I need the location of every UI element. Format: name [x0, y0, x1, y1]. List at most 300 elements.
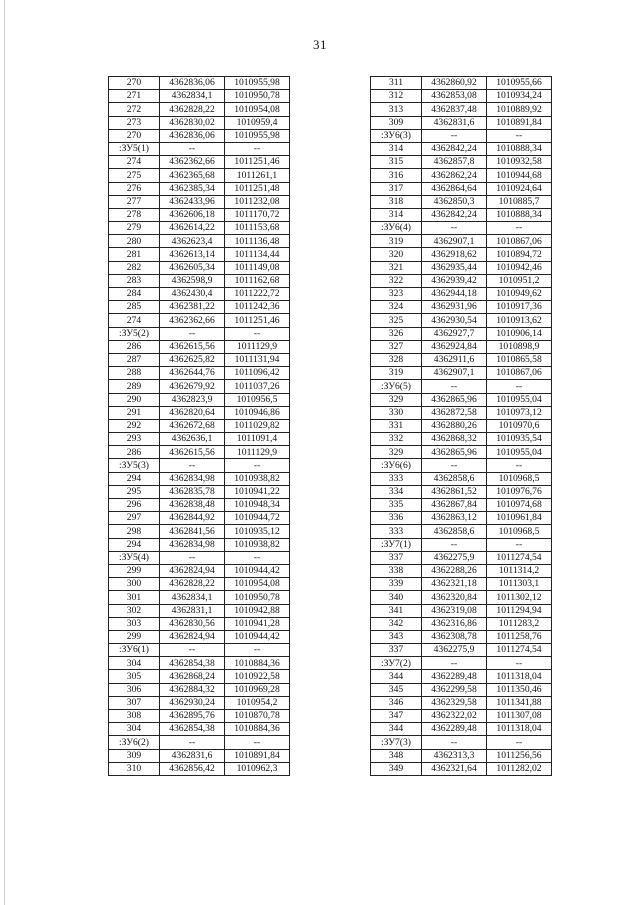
x-coordinate-cell: 4362835,78 — [160, 485, 225, 498]
point-number-cell: 319 — [371, 367, 422, 380]
y-coordinate-cell: 1010934,24 — [487, 90, 552, 103]
y-coordinate-cell: 1010888,34 — [487, 142, 552, 155]
y-coordinate-cell: 1010867,06 — [487, 367, 552, 380]
table-row — [371, 749, 552, 762]
x-coordinate-cell: 4362884,32 — [160, 683, 225, 696]
table-row — [109, 657, 290, 670]
y-coordinate-cell: 1010884,36 — [225, 723, 290, 736]
y-coordinate-cell: 1010932,58 — [487, 156, 552, 169]
x-coordinate-cell: 4362275,9 — [422, 551, 487, 564]
y-coordinate-cell: 1010941,28 — [225, 617, 290, 630]
y-coordinate-cell: 1010944,42 — [225, 630, 290, 643]
x-coordinate-cell: 4362636,1 — [160, 433, 225, 446]
table-row — [109, 630, 290, 643]
x-coordinate-cell: -- — [160, 327, 225, 340]
x-coordinate-cell: 4362830,02 — [160, 116, 225, 129]
y-coordinate-cell: -- — [487, 129, 552, 142]
x-coordinate-cell: 4362860,92 — [422, 77, 487, 90]
point-number-cell: 271 — [109, 90, 160, 103]
x-coordinate-cell: 4362854,38 — [160, 657, 225, 670]
point-number-cell: 311 — [371, 77, 422, 90]
table-row — [371, 340, 552, 353]
point-number-cell: 345 — [371, 683, 422, 696]
point-number-cell: :ЗУ6(5) — [371, 380, 422, 393]
point-number-cell: 294 — [109, 472, 160, 485]
point-number-cell: 321 — [371, 261, 422, 274]
point-number-cell: 290 — [109, 393, 160, 406]
parcel-header-row — [109, 736, 290, 749]
x-coordinate-cell: 4362927,7 — [422, 327, 487, 340]
table-row — [371, 485, 552, 498]
y-coordinate-cell: -- — [225, 736, 290, 749]
x-coordinate-cell: 4362844,92 — [160, 512, 225, 525]
x-coordinate-cell: 4362672,68 — [160, 419, 225, 432]
table-row — [371, 762, 552, 775]
x-coordinate-cell: -- — [160, 551, 225, 564]
x-coordinate-cell: 4362823,9 — [160, 393, 225, 406]
table-row — [109, 670, 290, 683]
x-coordinate-cell: 4362834,1 — [160, 90, 225, 103]
y-coordinate-cell: 1011307,08 — [487, 710, 552, 723]
y-coordinate-cell: 1010950,78 — [225, 591, 290, 604]
y-coordinate-cell: 1010961,84 — [487, 512, 552, 525]
x-coordinate-cell: 4362831,6 — [422, 116, 487, 129]
y-coordinate-cell: 1010969,28 — [225, 683, 290, 696]
point-number-cell: :ЗУ5(4) — [109, 551, 160, 564]
x-coordinate-cell: 4362828,22 — [160, 103, 225, 116]
x-coordinate-cell: 4362289,48 — [422, 670, 487, 683]
parcel-header-row — [371, 657, 552, 670]
point-number-cell: 295 — [109, 485, 160, 498]
point-number-cell: 314 — [371, 142, 422, 155]
table-row — [109, 710, 290, 723]
x-coordinate-cell: 4362931,96 — [422, 301, 487, 314]
y-coordinate-cell: 1010888,34 — [487, 208, 552, 221]
table-row — [371, 683, 552, 696]
y-coordinate-cell: 1010922,58 — [225, 670, 290, 683]
point-number-cell: 270 — [109, 129, 160, 142]
x-coordinate-cell: 4362911,6 — [422, 353, 487, 366]
x-coordinate-cell: 4362313,3 — [422, 749, 487, 762]
coordinates-table-left-body — [109, 77, 290, 776]
point-number-cell: :ЗУ5(2) — [109, 327, 160, 340]
x-coordinate-cell: 4362824,94 — [160, 630, 225, 643]
x-coordinate-cell: 4362830,56 — [160, 617, 225, 630]
point-number-cell: 344 — [371, 670, 422, 683]
y-coordinate-cell: 1011274,54 — [487, 644, 552, 657]
y-coordinate-cell: 1010955,04 — [487, 446, 552, 459]
y-coordinate-cell: 1011129,9 — [225, 340, 290, 353]
table-row — [109, 433, 290, 446]
y-coordinate-cell: 1010944,42 — [225, 564, 290, 577]
point-number-cell: :ЗУ5(1) — [109, 142, 160, 155]
x-coordinate-cell: 4362836,06 — [160, 129, 225, 142]
table-row — [109, 696, 290, 709]
table-row — [371, 274, 552, 287]
x-coordinate-cell: -- — [422, 657, 487, 670]
x-coordinate-cell: -- — [160, 142, 225, 155]
table-row — [371, 433, 552, 446]
x-coordinate-cell: 4362430,4 — [160, 288, 225, 301]
y-coordinate-cell: 1010942,46 — [487, 261, 552, 274]
y-coordinate-cell: 1011134,44 — [225, 248, 290, 261]
y-coordinate-cell: -- — [225, 142, 290, 155]
point-number-cell: 343 — [371, 630, 422, 643]
y-coordinate-cell: 1011318,04 — [487, 670, 552, 683]
point-number-cell: 296 — [109, 499, 160, 512]
y-coordinate-cell: 1010954,08 — [225, 578, 290, 591]
y-coordinate-cell: 1010970,6 — [487, 419, 552, 432]
x-coordinate-cell: 4362824,94 — [160, 564, 225, 577]
table-row — [371, 288, 552, 301]
y-coordinate-cell: 1011136,48 — [225, 235, 290, 248]
x-coordinate-cell: 4362831,1 — [160, 604, 225, 617]
y-coordinate-cell: 1011341,88 — [487, 696, 552, 709]
x-coordinate-cell: -- — [422, 129, 487, 142]
point-number-cell: 305 — [109, 670, 160, 683]
point-number-cell: 312 — [371, 90, 422, 103]
y-coordinate-cell: 1010917,36 — [487, 301, 552, 314]
y-coordinate-cell: -- — [225, 644, 290, 657]
parcel-header-row — [109, 551, 290, 564]
x-coordinate-cell: 4362623,4 — [160, 235, 225, 248]
coordinates-table-left — [108, 76, 290, 776]
table-row — [371, 499, 552, 512]
y-coordinate-cell: 1010891,84 — [225, 749, 290, 762]
table-row — [371, 512, 552, 525]
y-coordinate-cell: 1010889,92 — [487, 103, 552, 116]
table-row — [109, 195, 290, 208]
y-coordinate-cell: 1011294,94 — [487, 604, 552, 617]
y-coordinate-cell: 1010955,04 — [487, 393, 552, 406]
x-coordinate-cell: 4362834,1 — [160, 591, 225, 604]
point-number-cell: 320 — [371, 248, 422, 261]
point-number-cell: 278 — [109, 208, 160, 221]
y-coordinate-cell: 1011283,2 — [487, 617, 552, 630]
table-row — [371, 670, 552, 683]
table-row — [109, 169, 290, 182]
table-row — [371, 644, 552, 657]
y-coordinate-cell: 1010941,22 — [225, 485, 290, 498]
point-number-cell: 318 — [371, 195, 422, 208]
x-coordinate-cell: 4362842,24 — [422, 208, 487, 221]
y-coordinate-cell: 1010955,98 — [225, 129, 290, 142]
point-number-cell: 327 — [371, 340, 422, 353]
y-coordinate-cell: 1010867,06 — [487, 235, 552, 248]
x-coordinate-cell: 4362299,58 — [422, 683, 487, 696]
table-row — [371, 591, 552, 604]
point-number-cell: 301 — [109, 591, 160, 604]
table-row — [109, 129, 290, 142]
x-coordinate-cell: 4362831,6 — [160, 749, 225, 762]
y-coordinate-cell: 1011261,1 — [225, 169, 290, 182]
x-coordinate-cell: 4362918,62 — [422, 248, 487, 261]
table-row — [109, 301, 290, 314]
x-coordinate-cell: 4362880,26 — [422, 419, 487, 432]
x-coordinate-cell: 4362842,24 — [422, 142, 487, 155]
table-row — [109, 538, 290, 551]
y-coordinate-cell: -- — [225, 551, 290, 564]
y-coordinate-cell: 1010944,72 — [225, 512, 290, 525]
x-coordinate-cell: 4362854,38 — [160, 723, 225, 736]
y-coordinate-cell: 1010954,08 — [225, 103, 290, 116]
table-row — [109, 683, 290, 696]
point-number-cell: 286 — [109, 446, 160, 459]
point-number-cell: 309 — [371, 116, 422, 129]
x-coordinate-cell: -- — [160, 644, 225, 657]
x-coordinate-cell: 4362895,76 — [160, 710, 225, 723]
x-coordinate-cell: -- — [160, 459, 225, 472]
y-coordinate-cell: 1010924,64 — [487, 182, 552, 195]
point-number-cell: 303 — [109, 617, 160, 630]
point-number-cell: 330 — [371, 406, 422, 419]
y-coordinate-cell: 1010946,86 — [225, 406, 290, 419]
parcel-header-row — [371, 736, 552, 749]
point-number-cell: 299 — [109, 564, 160, 577]
y-coordinate-cell: 1011318,04 — [487, 723, 552, 736]
y-coordinate-cell: 1010885,7 — [487, 195, 552, 208]
table-row — [371, 723, 552, 736]
table-row — [109, 353, 290, 366]
point-number-cell: 304 — [109, 657, 160, 670]
table-row — [371, 261, 552, 274]
point-number-cell: 348 — [371, 749, 422, 762]
point-number-cell: 313 — [371, 103, 422, 116]
x-coordinate-cell: 4362433,96 — [160, 195, 225, 208]
x-coordinate-cell: 4362613,14 — [160, 248, 225, 261]
point-number-cell: 337 — [371, 551, 422, 564]
x-coordinate-cell: 4362275,9 — [422, 644, 487, 657]
point-number-cell: 298 — [109, 525, 160, 538]
table-row — [109, 512, 290, 525]
y-coordinate-cell: 1011251,46 — [225, 156, 290, 169]
point-number-cell: 280 — [109, 235, 160, 248]
table-row — [371, 103, 552, 116]
table-row — [109, 380, 290, 393]
x-coordinate-cell: 4362679,92 — [160, 380, 225, 393]
point-number-cell: 329 — [371, 393, 422, 406]
x-coordinate-cell: 4362857,8 — [422, 156, 487, 169]
x-coordinate-cell: 4362834,98 — [160, 538, 225, 551]
point-number-cell: :ЗУ6(6) — [371, 459, 422, 472]
x-coordinate-cell: 4362935,44 — [422, 261, 487, 274]
y-coordinate-cell: 1010944,68 — [487, 169, 552, 182]
table-row — [371, 142, 552, 155]
table-row — [109, 617, 290, 630]
y-coordinate-cell: 1011242,36 — [225, 301, 290, 314]
point-number-cell: 308 — [109, 710, 160, 723]
y-coordinate-cell: -- — [487, 380, 552, 393]
parcel-header-row — [371, 538, 552, 551]
point-number-cell: 294 — [109, 538, 160, 551]
table-row — [371, 472, 552, 485]
point-number-cell: 341 — [371, 604, 422, 617]
table-row — [109, 208, 290, 221]
x-coordinate-cell: 4362625,82 — [160, 353, 225, 366]
x-coordinate-cell: 4362872,58 — [422, 406, 487, 419]
table-row — [109, 77, 290, 90]
x-coordinate-cell: 4362820,64 — [160, 406, 225, 419]
table-row — [371, 90, 552, 103]
table-row — [371, 248, 552, 261]
y-coordinate-cell: 1011037,26 — [225, 380, 290, 393]
point-number-cell: :ЗУ6(3) — [371, 129, 422, 142]
point-number-cell: 286 — [109, 340, 160, 353]
x-coordinate-cell: 4362858,6 — [422, 525, 487, 538]
table-row — [109, 762, 290, 775]
point-number-cell: :ЗУ5(3) — [109, 459, 160, 472]
point-number-cell: 274 — [109, 314, 160, 327]
table-row — [371, 327, 552, 340]
y-coordinate-cell: 1010898,9 — [487, 340, 552, 353]
y-coordinate-cell: 1011131,94 — [225, 353, 290, 366]
point-number-cell: 299 — [109, 630, 160, 643]
x-coordinate-cell: 4362924,84 — [422, 340, 487, 353]
point-number-cell: 283 — [109, 274, 160, 287]
point-number-cell: :ЗУ7(1) — [371, 538, 422, 551]
y-coordinate-cell: 1010955,98 — [225, 77, 290, 90]
parcel-header-row — [109, 644, 290, 657]
point-number-cell: 332 — [371, 433, 422, 446]
y-coordinate-cell: 1011153,68 — [225, 222, 290, 235]
point-number-cell: 302 — [109, 604, 160, 617]
table-row — [109, 182, 290, 195]
table-row — [371, 630, 552, 643]
y-coordinate-cell: 1011129,9 — [225, 446, 290, 459]
y-coordinate-cell: -- — [487, 736, 552, 749]
y-coordinate-cell: 1010976,76 — [487, 485, 552, 498]
y-coordinate-cell: 1010865,58 — [487, 353, 552, 366]
x-coordinate-cell: 4362907,1 — [422, 235, 487, 248]
page-number: 31 — [313, 37, 327, 52]
y-coordinate-cell: 1010954,2 — [225, 696, 290, 709]
x-coordinate-cell: 4362316,86 — [422, 617, 487, 630]
point-number-cell: 276 — [109, 182, 160, 195]
point-number-cell: 274 — [109, 156, 160, 169]
point-number-cell: 338 — [371, 564, 422, 577]
x-coordinate-cell: 4362861,52 — [422, 485, 487, 498]
table-row — [371, 235, 552, 248]
point-number-cell: 316 — [371, 169, 422, 182]
x-coordinate-cell: 4362939,42 — [422, 274, 487, 287]
y-coordinate-cell: 1010949,62 — [487, 288, 552, 301]
table-row — [109, 485, 290, 498]
point-number-cell: 317 — [371, 182, 422, 195]
table-row — [109, 564, 290, 577]
table-row — [371, 195, 552, 208]
point-number-cell: 287 — [109, 353, 160, 366]
table-row — [109, 116, 290, 129]
coordinates-table-right-body — [371, 77, 552, 776]
point-number-cell: 334 — [371, 485, 422, 498]
table-row — [109, 525, 290, 538]
table-row — [109, 222, 290, 235]
x-coordinate-cell: -- — [160, 736, 225, 749]
point-number-cell: 315 — [371, 156, 422, 169]
table-row — [371, 578, 552, 591]
x-coordinate-cell: 4362856,42 — [160, 762, 225, 775]
table-row — [371, 353, 552, 366]
y-coordinate-cell: 1010894,72 — [487, 248, 552, 261]
table-row — [109, 604, 290, 617]
parcel-header-row — [371, 129, 552, 142]
x-coordinate-cell: 4362319,08 — [422, 604, 487, 617]
table-row — [109, 90, 290, 103]
x-coordinate-cell: 4362864,64 — [422, 182, 487, 195]
point-number-cell: 310 — [109, 762, 160, 775]
x-coordinate-cell: 4362944,18 — [422, 288, 487, 301]
point-number-cell: 314 — [371, 208, 422, 221]
x-coordinate-cell: 4362362,66 — [160, 314, 225, 327]
y-coordinate-cell: 1010948,34 — [225, 499, 290, 512]
x-coordinate-cell: 4362321,64 — [422, 762, 487, 775]
table-row — [109, 472, 290, 485]
y-coordinate-cell: 1010968,5 — [487, 472, 552, 485]
point-number-cell: 277 — [109, 195, 160, 208]
y-coordinate-cell: 1010884,36 — [225, 657, 290, 670]
table-row — [371, 525, 552, 538]
point-number-cell: 319 — [371, 235, 422, 248]
table-row — [109, 406, 290, 419]
table-row — [371, 551, 552, 564]
point-number-cell: 349 — [371, 762, 422, 775]
point-number-cell: 335 — [371, 499, 422, 512]
y-coordinate-cell: 1011096,42 — [225, 367, 290, 380]
y-coordinate-cell: 1011256,56 — [487, 749, 552, 762]
table-row — [109, 393, 290, 406]
x-coordinate-cell: 4362834,98 — [160, 472, 225, 485]
point-number-cell: 346 — [371, 696, 422, 709]
x-coordinate-cell: 4362862,24 — [422, 169, 487, 182]
x-coordinate-cell: 4362322,02 — [422, 710, 487, 723]
y-coordinate-cell: 1010906,14 — [487, 327, 552, 340]
table-row — [109, 288, 290, 301]
x-coordinate-cell: 4362644,76 — [160, 367, 225, 380]
y-coordinate-cell: 1010950,78 — [225, 90, 290, 103]
table-row — [109, 591, 290, 604]
x-coordinate-cell: 4362853,08 — [422, 90, 487, 103]
x-coordinate-cell: 4362838,48 — [160, 499, 225, 512]
table-row — [371, 406, 552, 419]
x-coordinate-cell: 4362868,24 — [160, 670, 225, 683]
x-coordinate-cell: 4362329,58 — [422, 696, 487, 709]
table-row — [371, 182, 552, 195]
y-coordinate-cell: 1010870,78 — [225, 710, 290, 723]
x-coordinate-cell: 4362288,26 — [422, 564, 487, 577]
point-number-cell: 289 — [109, 380, 160, 393]
y-coordinate-cell: 1011350,46 — [487, 683, 552, 696]
point-number-cell: 279 — [109, 222, 160, 235]
table-row — [371, 208, 552, 221]
table-row — [371, 419, 552, 432]
x-coordinate-cell: 4362858,6 — [422, 472, 487, 485]
y-coordinate-cell: 1010938,82 — [225, 472, 290, 485]
y-coordinate-cell: 1011251,46 — [225, 314, 290, 327]
y-coordinate-cell: 1011091,4 — [225, 433, 290, 446]
point-number-cell: 328 — [371, 353, 422, 366]
point-number-cell: 347 — [371, 710, 422, 723]
y-coordinate-cell: 1010968,5 — [487, 525, 552, 538]
table-row — [109, 419, 290, 432]
point-number-cell: :ЗУ6(4) — [371, 222, 422, 235]
x-coordinate-cell: 4362865,96 — [422, 393, 487, 406]
table-row — [371, 564, 552, 577]
y-coordinate-cell: 1010956,5 — [225, 393, 290, 406]
table-row — [371, 301, 552, 314]
table-row — [109, 248, 290, 261]
y-coordinate-cell: -- — [487, 222, 552, 235]
point-number-cell: 288 — [109, 367, 160, 380]
